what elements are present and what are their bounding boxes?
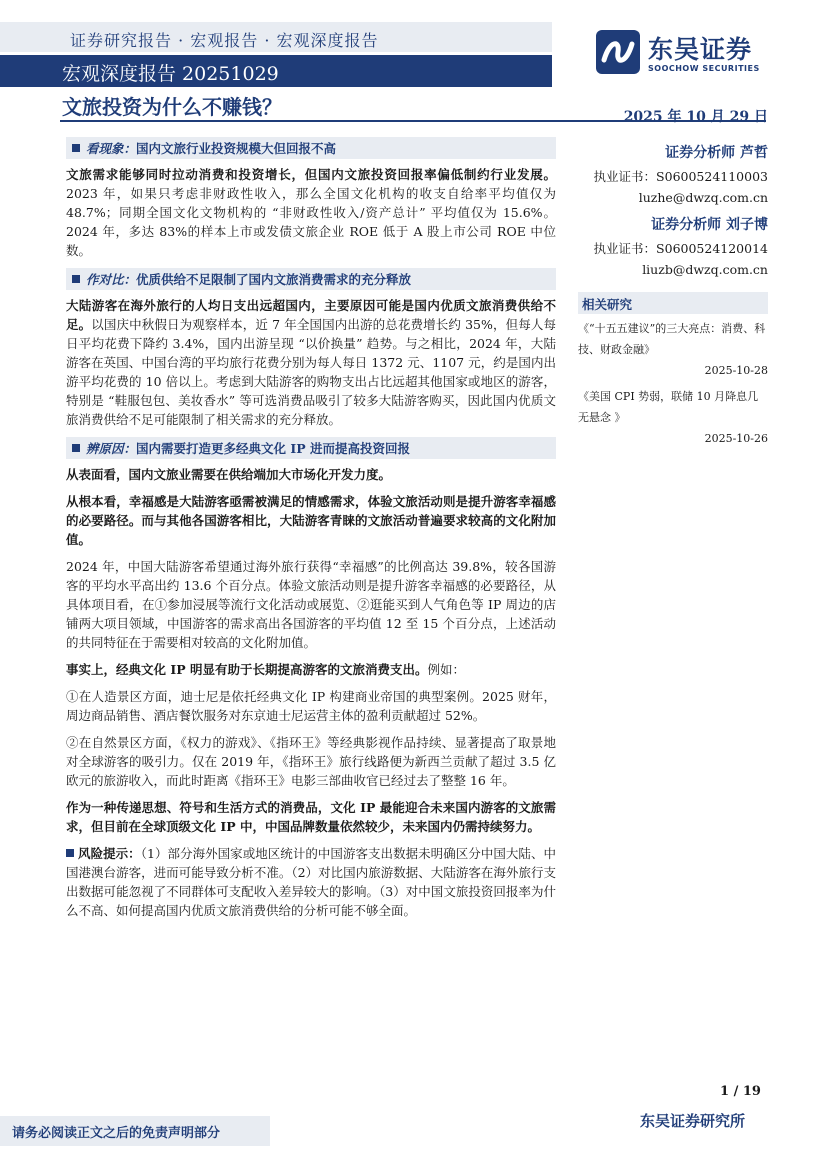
paragraph: [66, 557, 556, 652]
paragraph-text: 例如：: [427, 662, 465, 677]
soochow-logo-icon: [596, 30, 640, 74]
risk-warning: [66, 844, 556, 920]
bold-lead: 事实上，经典文化 IP 明显有助于长期提高游客的文旅消费支出。: [66, 662, 428, 677]
analyst-name: 证券分析师 芦哲: [665, 145, 768, 161]
square-bullet-icon: [72, 444, 80, 452]
company-logo: [596, 30, 776, 80]
risk-text: （1）部分海外国家或地区统计的中国游客支出数据未明确区分中国大陆、中国港澳台游客，进而可能导致分析不准。（2）对比国内旅游数据、大陆游客在海外旅行支出数据可能忽视了不同群体可支配收入差异较大的影响。（3）对中国文旅投资回报率为什么不高、如何提高国内优质文旅消费供给的分析可能不够全面。: [66, 846, 556, 918]
paragraph: [66, 798, 556, 836]
paragraph: [66, 733, 556, 790]
section-label: 作对比：: [86, 272, 137, 287]
section-title: 优质供给不足限制了国内文旅消费需求的充分释放: [136, 272, 412, 287]
report-date: 2025 年 10 月 29 日: [623, 109, 768, 125]
footer-org: 东吴证券研究所: [640, 1112, 746, 1130]
page-title: 文旅投资为什么不赚钱？: [62, 95, 282, 119]
section-heading: [66, 137, 556, 159]
bold-lead: 作为一种传递思想、符号和生活方式的消费品，文化 IP 最能迎合未来国内游客的文旅需求，但目前在全球顶级文化 IP 中，中国品牌数量依然较少，未来国内仍需持续努力。: [66, 800, 556, 834]
paragraph: [66, 465, 556, 484]
paragraph: [66, 492, 556, 549]
section-label: 看现象：: [86, 141, 137, 156]
paragraph-text: ②在自然景区方面，《权力的游戏》、《指环王》等经典影视作品持续、显著提高了取景地对全球游客的吸引力。仅在 2019 年，《指环王》旅行线路便为新西兰贡献了超过 3.5 亿欧元的旅游收入，而此时距离《指环王》电影三部曲收官已经过去了整整 16 年。: [66, 735, 556, 788]
section-title: 国内需要打造更多经典文化 IP 进而提高投资回报: [136, 441, 410, 456]
square-bullet-icon: [66, 849, 74, 857]
square-bullet-icon: [72, 275, 80, 283]
analyst-email[interactable]: luzhe@dwzq.com.cn: [638, 190, 768, 205]
bold-lead: 文旅需求能够同时拉动消费和投资增长，但国内文旅投资回报率偏低制约行业发展。: [66, 167, 556, 182]
bold-lead: 从根本看，幸福感是大陆游客亟需被满足的情感需求，体验文旅活动则是提升游客幸福感的必要路径。而与其他各国游客相比，大陆游客青睐的文旅活动普遍要求较高的文化附加值。: [66, 494, 556, 547]
paragraph-text: 2024 年，中国大陆游客希望通过海外旅行获得“幸福感”的比例高达 39.8%，较各国游客的平均水平高出约 13.6 个百分点。体验文旅活动则是提升游客幸福感的必要路径，从具体项目看，在①参加浸展等流行文化活动或展览、②逛能买到人气角色等 IP 周边的店铺两大项目领域，中国游客的需求高出各国游客的平均值 12 至 15 个百分点，上述活动的共同特征在于需要相对较高的文化附加值。: [66, 559, 556, 650]
related-research-date: 2025-10-28: [704, 364, 768, 377]
analyst-email[interactable]: liuzb@dwzq.com.cn: [642, 262, 768, 277]
section-label: 辨原因：: [86, 441, 137, 456]
section-title: 国内文旅行业投资规模大但回报不高: [136, 141, 337, 156]
bold-lead: 从表面看，国内文旅业需要在供给端加大市场化开发力度。: [66, 467, 392, 482]
square-bullet-icon: [72, 144, 80, 152]
analyst-cert: 执业证书：S0600524110003: [593, 169, 768, 184]
logo-name-en: SOOCHOW SECURITIES: [648, 64, 760, 73]
risk-label: 风险提示：: [78, 846, 141, 861]
paragraph-text: ①在人造景区方面，迪士尼是依托经典文化 IP 构建商业帝国的典型案例。2025 财年，周边商品销售、酒店餐饮服务对东京迪士尼运营主体的盈利贡献超过 52%。: [66, 689, 556, 723]
section-heading: [66, 437, 556, 459]
paragraph-text: 2023 年，如果只考虑非财政性收入，那么全国文化机构的收支自给率平均值仅为 48.7%；同期全国文化文物机构的 “非财政性收入/资产总计” 平均值仅为 15.6%。2024 年，多达 83%的样本上市或发债文旅企业 ROE 低于 A 股上市公司 ROE 中位数。: [66, 186, 556, 258]
related-research-link[interactable]: 《美国 CPI 势弱，联储 10 月降息几无悬念 》: [578, 390, 759, 424]
report-type-banner: 宏观深度报告 20251029: [0, 55, 552, 87]
section-heading: [66, 268, 556, 290]
paragraph-text: 以国庆中秋假日为观察样本，近 7 年全国国内出游的总花费增长约 35%，但每人每日平均花费下降约 3.4%，国内出游呈现 “以价换量” 趋势。与之相比，2024 年，大陆游客在英国、中国台湾的平均旅行花费分别为每人每日 1372 元、1107 元，约是国内出游平均花费的 10 倍以上。考虑到大陆游客的购物支出占比远超其他国家或地区的游客，特别是 “鞋服包包、美妆香水” 等可选消费品吸引了较多大陆游客购买，因此国内优质文旅消费供给不足可能限制了相关需求的充分释放。: [66, 317, 556, 427]
bold-lead: 大陆游客在海外旅行的人均日支出远超国内，主要原因可能是国内优质文旅消费供给不足。: [66, 298, 556, 332]
analyst-name: 证券分析师 刘子博: [651, 217, 768, 233]
main-content: [66, 137, 556, 928]
disclaimer-banner: 请务必阅读正文之后的免责声明部分: [0, 1116, 270, 1146]
logo-name-cn: 东吴证券: [648, 35, 753, 64]
related-research-link[interactable]: 《“十五五建议”的三大亮点：消费、科技、财政金融》: [578, 322, 766, 356]
paragraph: [66, 660, 556, 679]
breadcrumb: 证券研究报告 · 宏观报告 · 宏观深度报告: [0, 22, 552, 52]
related-research-date: 2025-10-26: [704, 432, 768, 445]
page-number: 1 / 19: [720, 1084, 761, 1099]
paragraph: [66, 296, 556, 429]
related-research-heading: 相关研究: [578, 292, 768, 314]
sidebar: [578, 106, 768, 450]
analyst-cert: 执业证书：S0600524120014: [593, 241, 768, 256]
paragraph: [66, 687, 556, 725]
paragraph: [66, 165, 556, 260]
